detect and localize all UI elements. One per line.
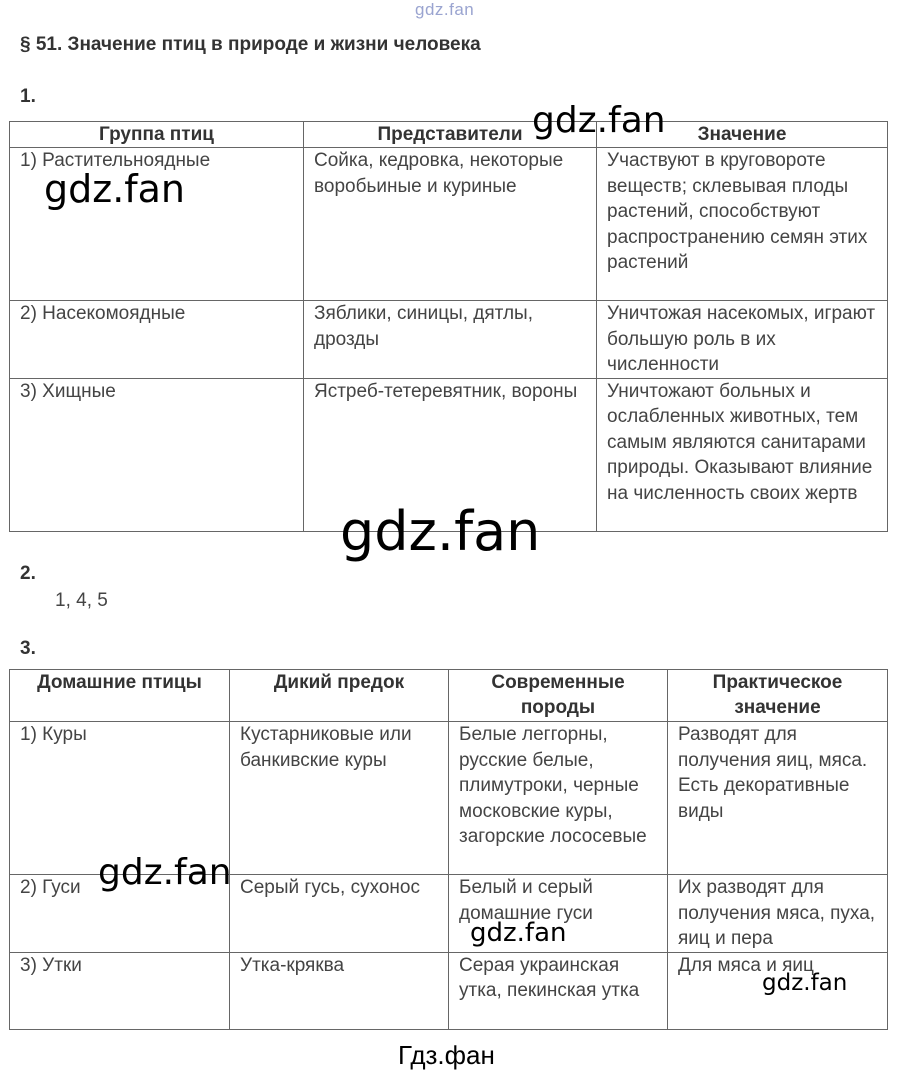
table-cell: Утка-кряква — [230, 952, 449, 1029]
task2-answer: 1, 4, 5 — [55, 590, 108, 611]
watermark: gdz.fan — [340, 500, 541, 563]
table-cell: 1) Куры — [10, 722, 230, 875]
watermark: gdz.fan — [532, 100, 666, 141]
table-cell: Кустарниковые или банкивские куры — [230, 722, 449, 875]
table-cell: Уничтожая насекомых, играют большую роль в их численности — [597, 301, 888, 379]
table-cell: 1) Растительноядные — [10, 148, 304, 301]
column-header: Значение — [597, 122, 888, 148]
watermark: gdz.fan — [470, 918, 567, 948]
table-cell: Их разводят для получения мяса, пуха, яиц и пера — [668, 875, 888, 953]
task3-table — [9, 669, 888, 1030]
column-header: Группа птиц — [10, 122, 304, 148]
watermark: gdz.fan — [98, 852, 232, 893]
table-cell: 2) Гуси — [10, 875, 230, 953]
table-cell: Зяблики, синицы, дятлы, дрозды — [304, 301, 597, 379]
table-cell: Серый гусь, сухонос — [230, 875, 449, 953]
table-cell: Ястреб-тетеревятник, вороны — [304, 378, 597, 531]
table-cell: Белые леггорны, русские белые, плимутроки, черные московские куры, загорские лососевые — [449, 722, 668, 875]
top-watermark: gdz.fan — [415, 0, 475, 19]
table-header-row — [10, 670, 888, 722]
watermark: gdz.fan — [44, 167, 186, 211]
column-header: Практическое значение — [668, 670, 888, 722]
table-cell: 2) Насекомоядные — [10, 301, 304, 379]
table-row — [10, 301, 888, 379]
bottom-caption: Гдз.фан — [398, 1040, 495, 1070]
task3-number: 3. — [20, 638, 36, 659]
page-title: § 51. Значение птиц в природе и жизни человека — [20, 34, 481, 55]
table-row — [10, 952, 888, 1029]
table-cell: 3) Хищные — [10, 378, 304, 531]
watermark: gdz.fan — [762, 970, 848, 996]
column-header: Дикий предок — [230, 670, 449, 722]
table-cell: 3) Утки — [10, 952, 230, 1029]
table-cell: Уничтожают больных и ослабленных животных, тем самым являются санитарами природы. Оказывают влияние на численность своих жертв — [597, 378, 888, 531]
task1-number: 1. — [20, 86, 36, 107]
column-header: Представители — [304, 122, 597, 148]
table-cell: Сойка, кедровка, некоторые воробьиные и куриные — [304, 148, 597, 301]
column-header: Домашние птицы — [10, 670, 230, 722]
table-header-row — [10, 122, 888, 148]
table-cell: Белый и серый домашние гуси — [449, 875, 668, 953]
table-cell: Серая украинская утка, пекинская утка — [449, 952, 668, 1029]
column-header: Современные породы — [449, 670, 668, 722]
table-cell: Разводят для получения яиц, мяса. Есть декоративные виды — [668, 722, 888, 875]
table-cell: Участвуют в круговороте веществ; склевывая плоды растений, способствуют распространению семян этих растений — [597, 148, 888, 301]
task2-number: 2. — [20, 563, 36, 584]
table-cell: Для мяса и яиц — [668, 952, 888, 1029]
